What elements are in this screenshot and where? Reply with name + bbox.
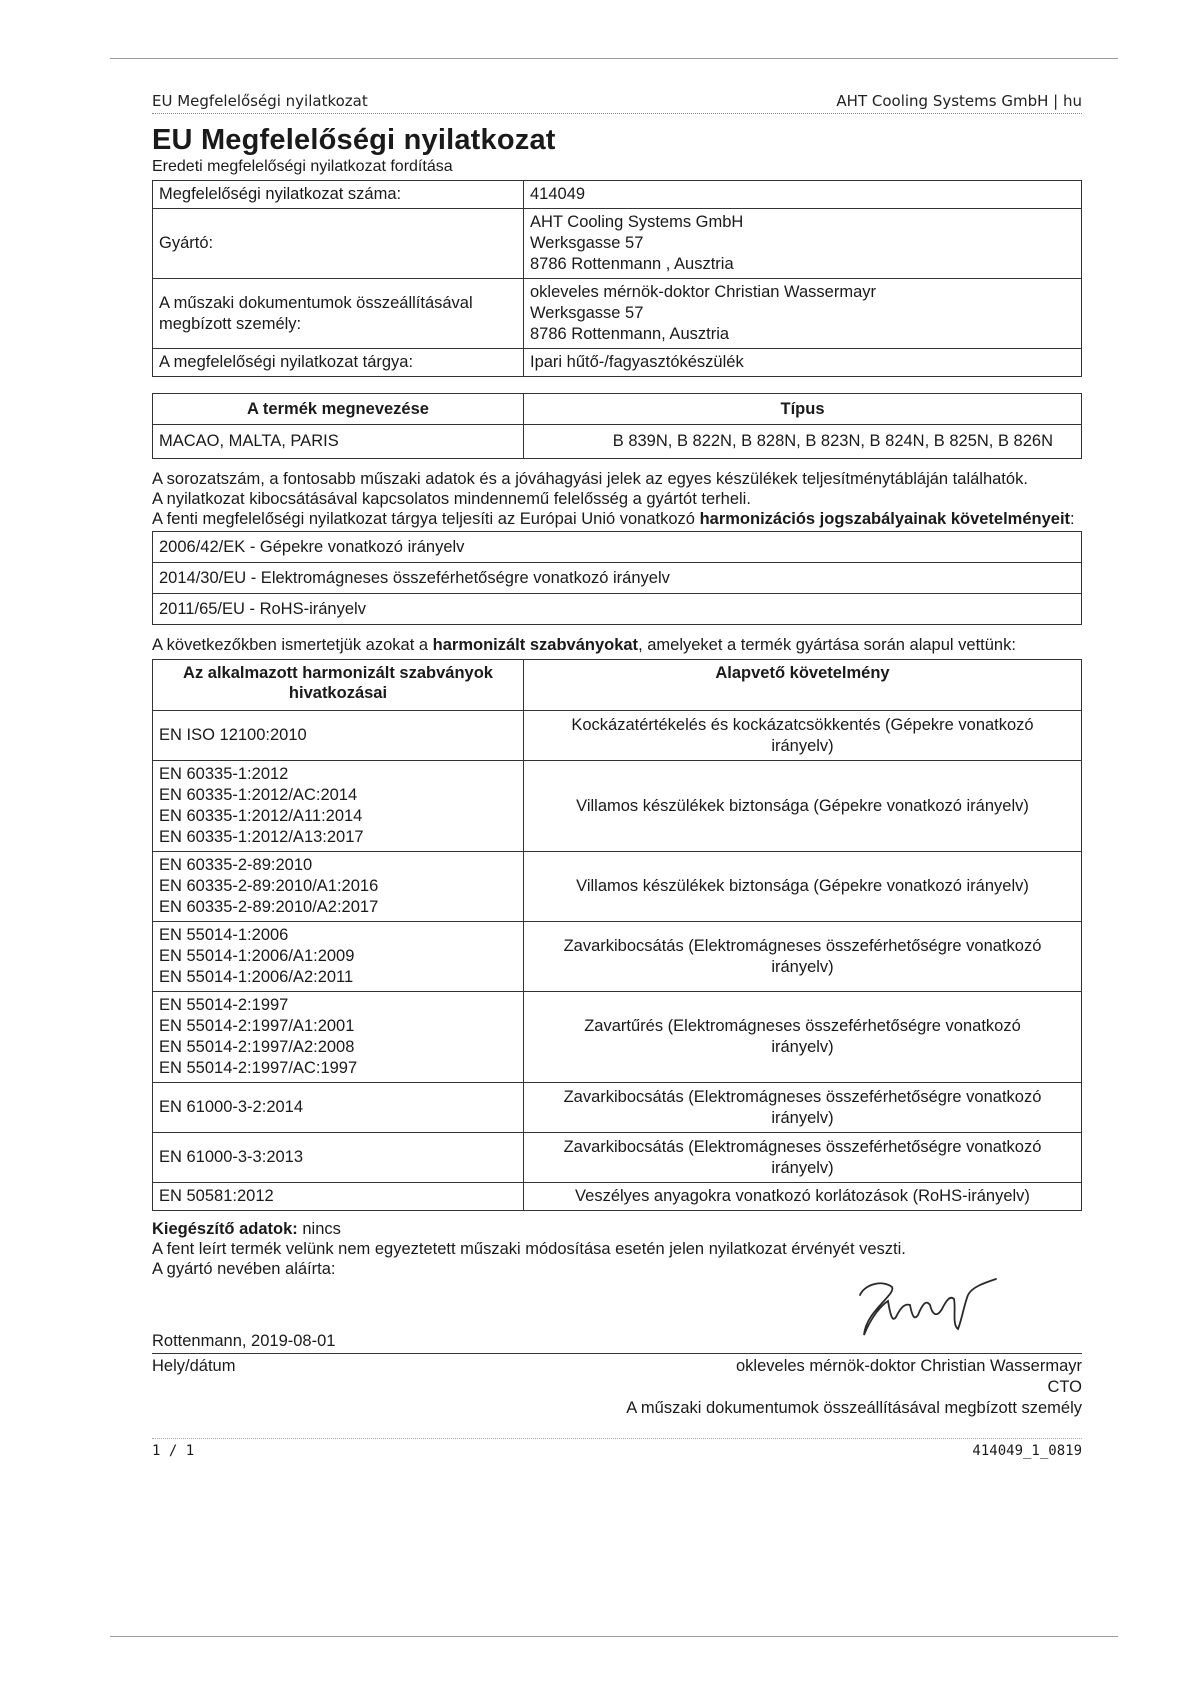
extra-data-value: nincs [297,1220,341,1238]
directive-item: 2011/65/EU - RoHS-irányelv [153,594,1082,625]
person-label-line: A műszaki dokumentumok összeállításával [159,293,473,312]
document-code: 414049_1_0819 [972,1443,1082,1459]
product-type-value: B 839N, B 822N, B 828N, B 823N, B 824N, B 825N, B 826N [524,425,1082,459]
standard-ref: EN 60335-1:2012/A11:2014 [159,807,363,825]
standard-requirement [524,992,1082,1083]
requirement-line: irányelv) [771,957,834,976]
statement-compliance-end: : [1070,510,1075,528]
requirement-line: Kockázatértékelés és kockázatcsökkentés (Gépekre vonatkozó [571,715,1034,734]
statement-responsibility: A nyilatkozat kibocsátásával kapcsolatos mindennemű felelősség a gyártót terheli. [152,490,751,508]
product-type-header: Típus [524,394,1082,425]
place-label: Hely/dátum [152,1357,236,1375]
table-row [153,761,1082,852]
requirement-line: Zavarkibocsátás (Elektromágneses összeférhetőségre vonatkozó [563,1137,1042,1156]
manufacturer-label: Gyártó: [153,209,524,279]
table-row [153,181,1082,209]
document-title: EU Megfelelőségi nyilatkozat [152,124,556,156]
standards-ref-header [153,660,524,711]
requirement-line: Villamos készülékek biztonsága (Gépekre vonatkozó irányelv) [576,877,1029,895]
standards-table [152,659,1082,1211]
subject-value: Ipari hűtő-/fagyasztókészülék [524,349,1082,377]
page-number: 1 / 1 [152,1443,195,1459]
person-line: okleveles mérnök-doktor Christian Wassermayr [530,283,876,301]
table-row [153,532,1082,563]
standard-requirement [524,1183,1082,1211]
validity-note: A fent leírt termék velünk nem egyeztetett műszaki módosítása esetén jelen nyilatkozat érvényét veszti. [152,1240,906,1258]
table-row [153,209,1082,279]
manufacturer-line: Werksgasse 57 [530,234,644,252]
statement-compliance-text: A fenti megfelelőségi nyilatkozat tárgya teljesíti az Európai Unió vonatkozó [152,510,700,528]
standard-requirement [524,711,1082,761]
header-right: AHT Cooling Systems GmbH | hu [836,92,1082,110]
person-label [153,279,524,349]
directives-table [152,531,1082,625]
standard-refs [153,711,524,761]
standard-ref: EN 55014-2:1997/A2:2008 [159,1038,355,1056]
standards-ref-header-line: Az alkalmazott harmonizált szabványok [183,664,493,682]
table-row [153,852,1082,922]
requirement-line: irányelv) [771,736,834,755]
manufacturer-value [524,209,1082,279]
standard-ref: EN ISO 12100:2010 [159,726,307,744]
number-label: Megfelelőségi nyilatkozat száma: [153,181,524,209]
standards-req-header: Alapvető követelmény [524,660,1082,711]
manufacturer-line: 8786 Rottenmann , Ausztria [530,255,734,273]
standard-refs [153,1133,524,1183]
statement-compliance [152,509,1082,529]
standard-refs [153,1183,524,1211]
standard-requirement [524,761,1082,852]
standard-ref: EN 61000-3-3:2013 [159,1148,304,1166]
table-row [153,594,1082,625]
person-line: 8786 Rottenmann, Ausztria [530,325,730,343]
standard-ref: EN 55014-2:1997/AC:1997 [159,1059,358,1077]
standard-refs [153,761,524,852]
manufacturer-line: AHT Cooling Systems GmbH [530,213,744,231]
page-footer [152,1438,1082,1459]
requirement-line: Villamos készülékek biztonsága (Gépekre vonatkozó irányelv) [576,796,1029,815]
standard-ref: EN 60335-1:2012 [159,765,289,783]
product-name-header: A termék megnevezése [153,394,524,425]
directive-item: 2014/30/EU - Elektromágneses összeférhetőségre vonatkozó irányelv [153,563,1082,594]
standards-intro [152,635,1082,655]
standard-ref: EN 50581:2012 [159,1187,274,1205]
standard-ref: EN 61000-3-2:2014 [159,1098,304,1116]
top-rule [110,58,1118,59]
page-header [152,92,1082,114]
table-row [153,563,1082,594]
table-row [153,1083,1082,1133]
table-row [153,711,1082,761]
standard-ref: EN 60335-2-89:2010/A2:2017 [159,898,379,916]
signer-info [626,1356,1082,1419]
standard-refs [153,992,524,1083]
place-date: Rottenmann, 2019-08-01 [152,1332,336,1350]
table-row [153,349,1082,377]
signer-title: CTO [1047,1378,1082,1396]
standard-requirement [524,1083,1082,1133]
table-row [153,425,1082,459]
info-table [152,180,1082,377]
extra-data-label: Kiegészítő adatok: [152,1220,298,1238]
table-header-row [153,394,1082,425]
standard-requirement [524,922,1082,992]
standard-ref: EN 55014-2:1997/A1:2001 [159,1017,355,1035]
directive-item: 2006/42/EK - Gépekre vonatkozó irányelv [153,532,1082,563]
standard-ref: EN 60335-2-89:2010/A1:2016 [159,877,379,895]
person-value [524,279,1082,349]
standard-refs [153,852,524,922]
person-line: Werksgasse 57 [530,304,644,322]
requirement-line: irányelv) [771,1108,834,1127]
table-row [153,1133,1082,1183]
requirement-line: irányelv) [771,1158,834,1177]
requirement-line: Zavarkibocsátás (Elektromágneses összeférhetőségre vonatkozó [563,1087,1042,1106]
table-row [153,279,1082,349]
extra-data [152,1219,1082,1239]
standard-ref: EN 60335-1:2012/AC:2014 [159,786,358,804]
header-left: EU Megfelelőségi nyilatkozat [152,92,368,110]
signature-area [152,1279,1082,1353]
signer-name: okleveles mérnök-doktor Christian Wassermayr [736,1357,1082,1375]
table-row [153,1183,1082,1211]
standard-ref: EN 55014-1:2006/A2:2011 [159,968,354,986]
bottom-rule [110,1636,1118,1637]
requirement-line: irányelv) [771,1038,834,1056]
table-row [153,992,1082,1083]
subject-label: A megfelelőségi nyilatkozat tárgya: [153,349,524,377]
standard-requirement [524,852,1082,922]
statement-compliance-bold: harmonizációs jogszabályainak követelményeit [699,510,1071,528]
number-value: 414049 [524,181,1082,209]
standard-ref: EN 55014-1:2006 [159,926,289,944]
statement-serial: A sorozatszám, a fontosabb műszaki adatok és a jóváhagyási jelek az egyes készülékek teljesítménytábláján találhatók. [152,470,1028,488]
handwritten-signature [852,1265,1002,1345]
statements [152,469,1082,529]
standard-ref: EN 55014-2:1997 [159,996,289,1014]
standards-intro-text: A következőkben ismertetjük azokat a [152,636,433,654]
standard-refs [153,1083,524,1133]
standard-requirement [524,1133,1082,1183]
signer-block [152,1354,1082,1424]
standard-ref: EN 60335-2-89:2010 [159,856,313,874]
standard-ref: EN 60335-1:2012/A13:2017 [159,828,364,846]
standards-ref-header-line: hivatkozásai [288,684,388,702]
declaration-page [152,92,1082,1459]
product-name-value: MACAO, MALTA, PARIS [153,425,524,459]
requirement-line: Veszélyes anyagokra vonatkozó korlátozások (RoHS-irányelv) [575,1187,1030,1205]
document-subtitle: Eredeti megfelelőségi nyilatkozat fordítása [152,158,453,175]
product-table [152,393,1082,459]
table-row [153,922,1082,992]
table-header-row [153,660,1082,711]
person-label-line: megbízott személy: [159,314,302,333]
standard-ref: EN 55014-1:2006/A1:2009 [159,947,355,965]
requirement-line: Zavartűrés (Elektromágneses összeférhetőségre vonatkozó [584,1017,1021,1035]
signer-role: A műszaki dokumentumok összeállításával megbízott személy [626,1399,1082,1417]
signed-by-note: A gyártó nevében aláírta: [152,1260,336,1278]
requirement-line: Zavarkibocsátás (Elektromágneses összeférhetőségre vonatkozó [563,936,1042,955]
standard-refs [153,922,524,992]
standards-intro-bold: harmonizált szabványokat [432,636,639,654]
standards-intro-end: , amelyeket a termék gyártása során alapul vettünk: [638,636,1016,654]
